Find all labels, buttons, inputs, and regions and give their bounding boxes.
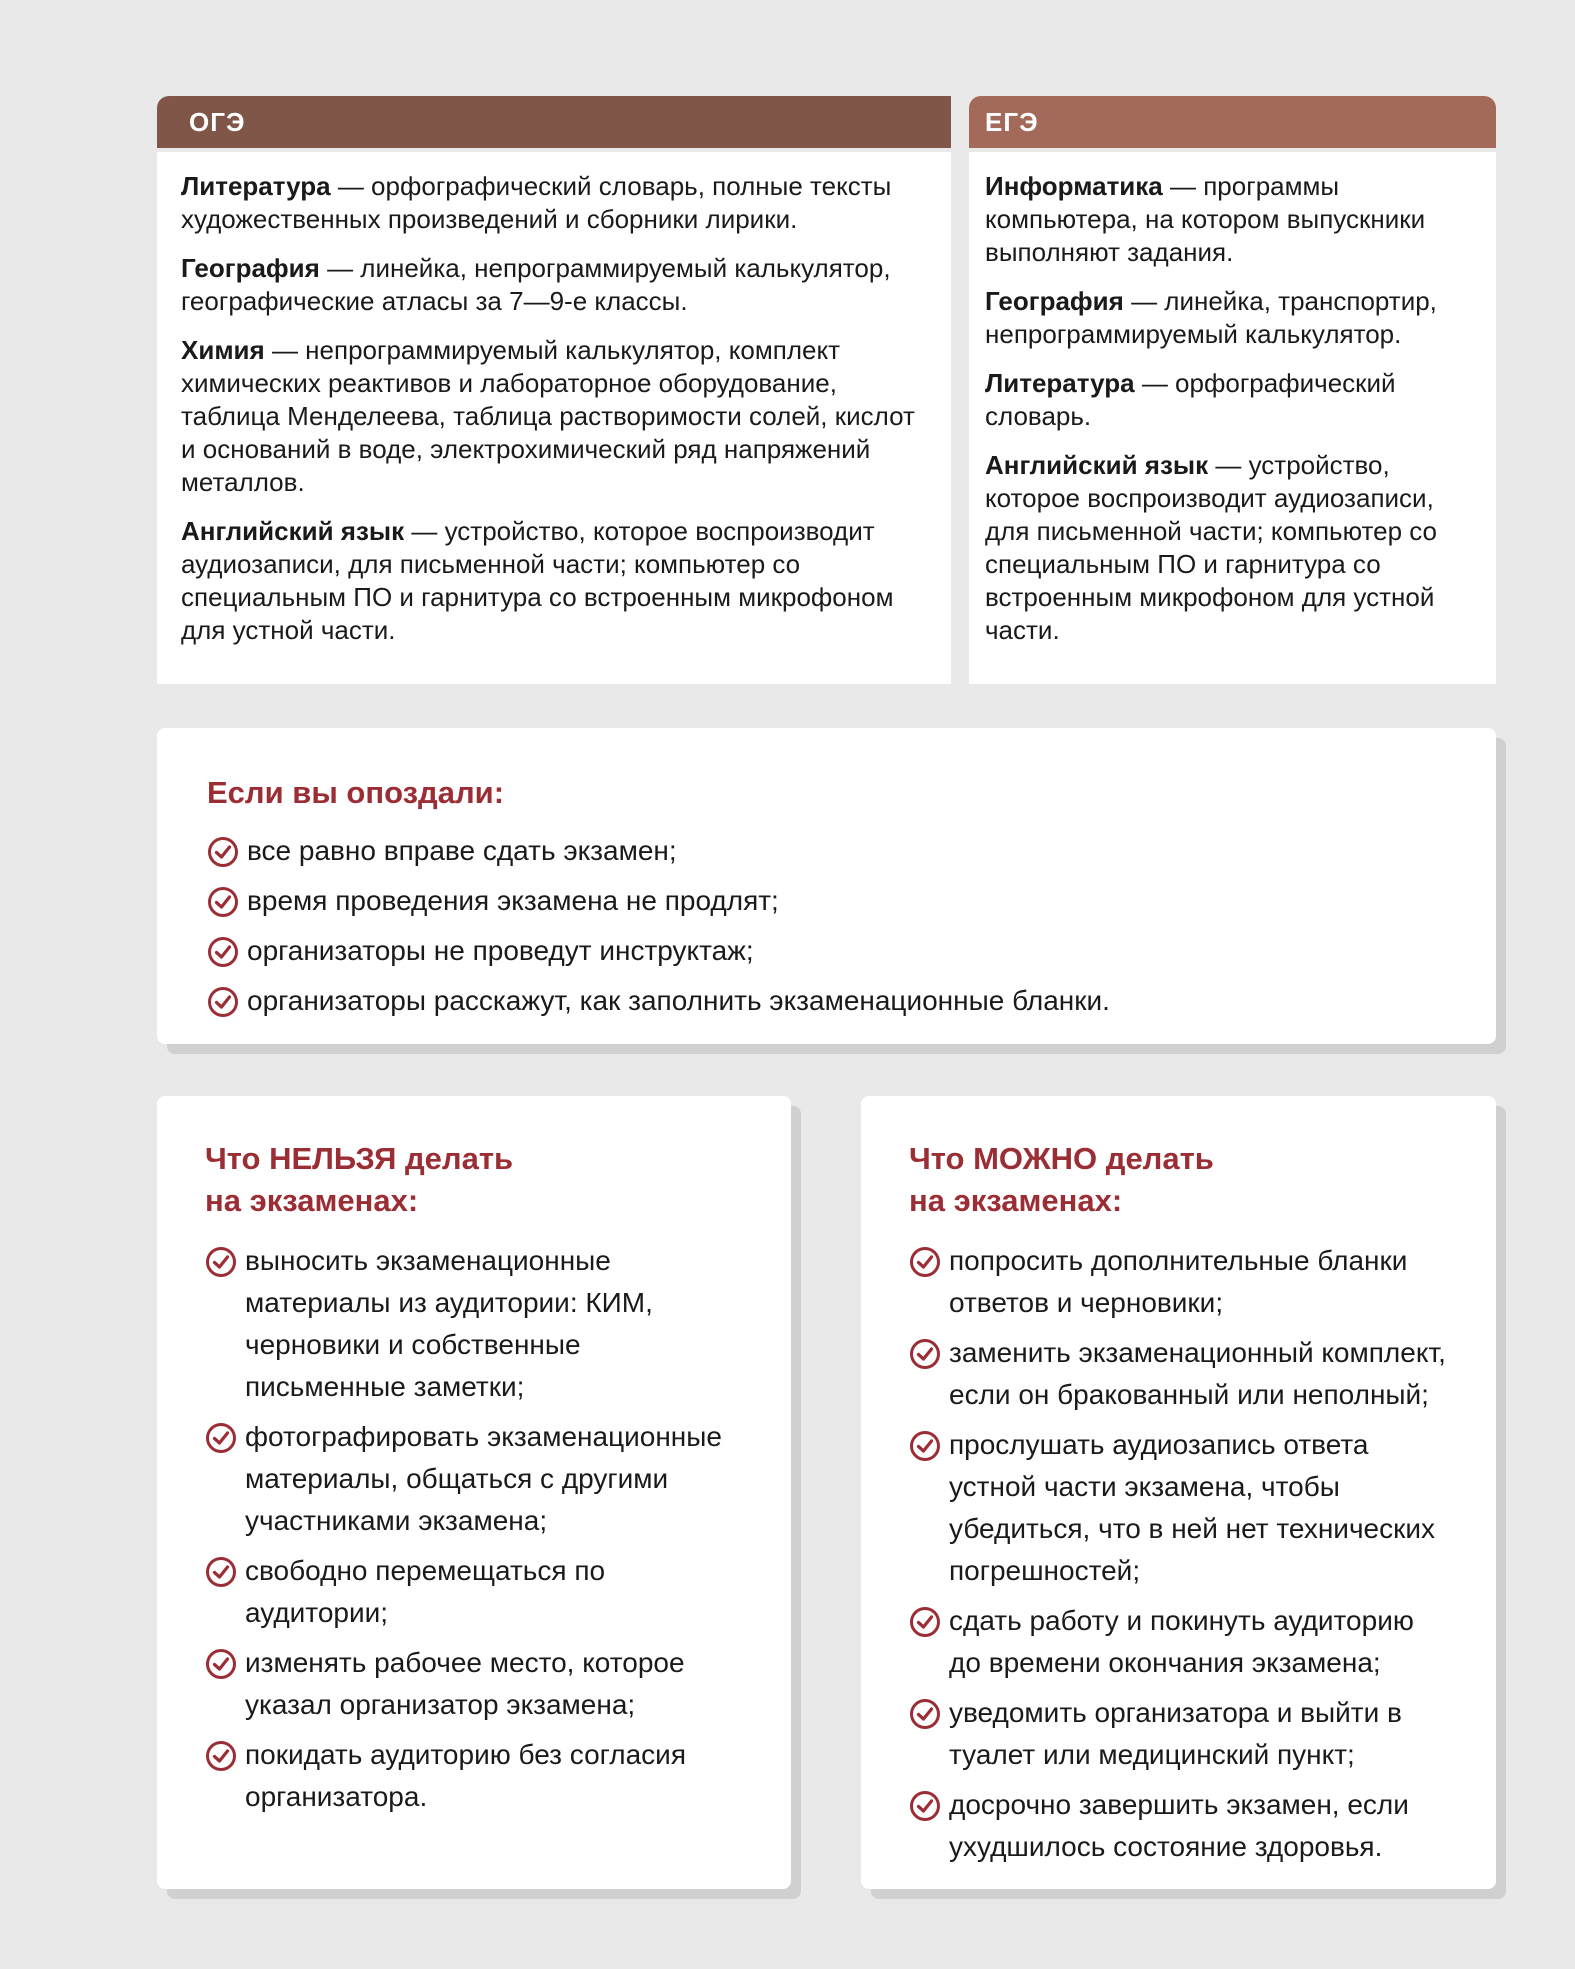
forbidden-card	[157, 1096, 791, 1889]
subject-text: — устройство, которое воспроизводит аудиозаписи, для письменной части; компьютер со специальным ПО и гарнитура со встроенным микрофоном для устной части.	[985, 450, 1438, 645]
ege-header: ЕГЭ	[969, 96, 1496, 148]
subject-text: — программы компьютера, на котором выпускники выполняют задания.	[985, 171, 1426, 267]
list-item	[207, 832, 1446, 870]
item-text: досрочно завершить экзамен, если ухудшилось состояние здоровья.	[949, 1789, 1409, 1862]
check-circle-icon	[205, 1246, 237, 1278]
list-item	[205, 1734, 743, 1818]
check-circle-icon	[207, 886, 239, 918]
allowed-title-line1: Что МОЖНО делать	[909, 1141, 1214, 1176]
list-item	[207, 982, 1446, 1020]
check-circle-icon	[205, 1556, 237, 1588]
list-item	[205, 1550, 743, 1634]
check-circle-icon	[909, 1698, 941, 1730]
item-text: время проведения экзамена не продлят;	[247, 885, 779, 916]
subject-name: Литература	[181, 171, 331, 201]
subject-name: Английский язык	[985, 450, 1209, 480]
item-text: уведомить организатора и выйти в туалет или медицинский пункт;	[949, 1697, 1402, 1770]
check-circle-icon	[909, 1246, 941, 1278]
item-text: прослушать аудиозапись ответа устной части экзамена, чтобы убедиться, что в ней нет технических погрешностей;	[949, 1429, 1435, 1586]
subject-text: — орфографический словарь, полные тексты художественных произведений и сборники лирики.	[181, 171, 892, 234]
item-text: организаторы не проведут инструктаж;	[247, 935, 754, 966]
subject-text: — линейка, транспортир, непрограммируемый калькулятор.	[985, 286, 1437, 349]
item-text: свободно перемещаться по аудитории;	[245, 1555, 606, 1628]
item-text: выносить экзаменационные материалы из аудитории: КИМ, черновики и собственные письменные заметки;	[245, 1245, 653, 1402]
allowed-title-line2: на экзаменах:	[909, 1183, 1123, 1218]
subject-name: Информатика	[985, 171, 1163, 201]
forbidden-title-line2: на экзаменах:	[205, 1183, 419, 1218]
check-circle-icon	[205, 1422, 237, 1454]
subject-name: Литература	[985, 368, 1135, 398]
ege-subject-literature	[985, 367, 1482, 433]
subject-name: Химия	[181, 335, 265, 365]
list-item	[207, 882, 1446, 920]
subject-text: — орфографический словарь.	[985, 368, 1396, 431]
oge-subjects	[157, 152, 951, 684]
oge-column	[157, 96, 951, 684]
ege-column	[969, 96, 1496, 684]
subject-name: География	[985, 286, 1124, 316]
list-item	[909, 1692, 1448, 1776]
item-text: сдать работу и покинуть аудиторию до времени окончания экзамена;	[949, 1605, 1414, 1678]
list-item	[205, 1416, 743, 1542]
check-circle-icon	[207, 986, 239, 1018]
oge-header: ОГЭ	[157, 96, 951, 148]
list-item	[207, 932, 1446, 970]
subject-text: — линейка, непрограммируемый калькулятор, географические атласы за 7—9-е классы.	[181, 253, 891, 316]
oge-subject-english	[181, 515, 927, 647]
item-text: изменять рабочее место, которое указал организатор экзамена;	[245, 1647, 685, 1720]
list-item	[205, 1240, 743, 1408]
check-circle-icon	[909, 1430, 941, 1462]
item-text: фотографировать экзаменационные материалы, общаться с другими участниками экзамена;	[245, 1421, 722, 1536]
oge-subject-chemistry	[181, 334, 927, 499]
ege-subject-geography	[985, 285, 1482, 351]
check-circle-icon	[909, 1338, 941, 1370]
ege-subject-english	[985, 449, 1482, 647]
forbidden-title	[205, 1138, 743, 1222]
item-text: заменить экзаменационный комплект, если он бракованный или неполный;	[949, 1337, 1446, 1410]
list-item	[909, 1240, 1448, 1324]
late-title: Если вы опоздали:	[207, 775, 505, 810]
list-item	[205, 1642, 743, 1726]
list-item	[909, 1332, 1448, 1416]
check-circle-icon	[909, 1790, 941, 1822]
item-text: организаторы расскажут, как заполнить экзаменационные бланки.	[247, 985, 1110, 1016]
list-item	[909, 1600, 1448, 1684]
list-item	[909, 1784, 1448, 1868]
ege-subjects	[969, 152, 1496, 684]
allowed-title	[909, 1138, 1448, 1222]
late-card	[157, 728, 1496, 1044]
check-circle-icon	[205, 1740, 237, 1772]
subject-name: География	[181, 253, 320, 283]
check-circle-icon	[207, 836, 239, 868]
subject-name: Английский язык	[181, 516, 405, 546]
subject-text: — устройство, которое воспроизводит аудиозаписи, для письменной части; компьютер со специальным ПО и гарнитура со встроенным микрофоном для устной части.	[181, 516, 894, 645]
oge-subject-literature	[181, 170, 927, 236]
oge-subject-geography	[181, 252, 927, 318]
subject-text: — непрограммируемый калькулятор, комплект химических реактивов и лабораторное оборудование, таблица Менделеева, таблица растворимости солей, кислот и оснований в воде, электрохимический ряд напряжений металлов.	[181, 335, 915, 497]
ege-subject-informatics	[985, 170, 1482, 269]
item-text: все равно вправе сдать экзамен;	[247, 835, 677, 866]
item-text: попросить дополнительные бланки ответов и черновики;	[949, 1245, 1408, 1318]
item-text: покидать аудиторию без согласия организатора.	[245, 1739, 686, 1812]
check-circle-icon	[205, 1648, 237, 1680]
list-item	[909, 1424, 1448, 1592]
check-circle-icon	[909, 1606, 941, 1638]
allowed-card	[861, 1096, 1496, 1889]
check-circle-icon	[207, 936, 239, 968]
forbidden-title-line1: Что НЕЛЬЗЯ делать	[205, 1141, 514, 1176]
